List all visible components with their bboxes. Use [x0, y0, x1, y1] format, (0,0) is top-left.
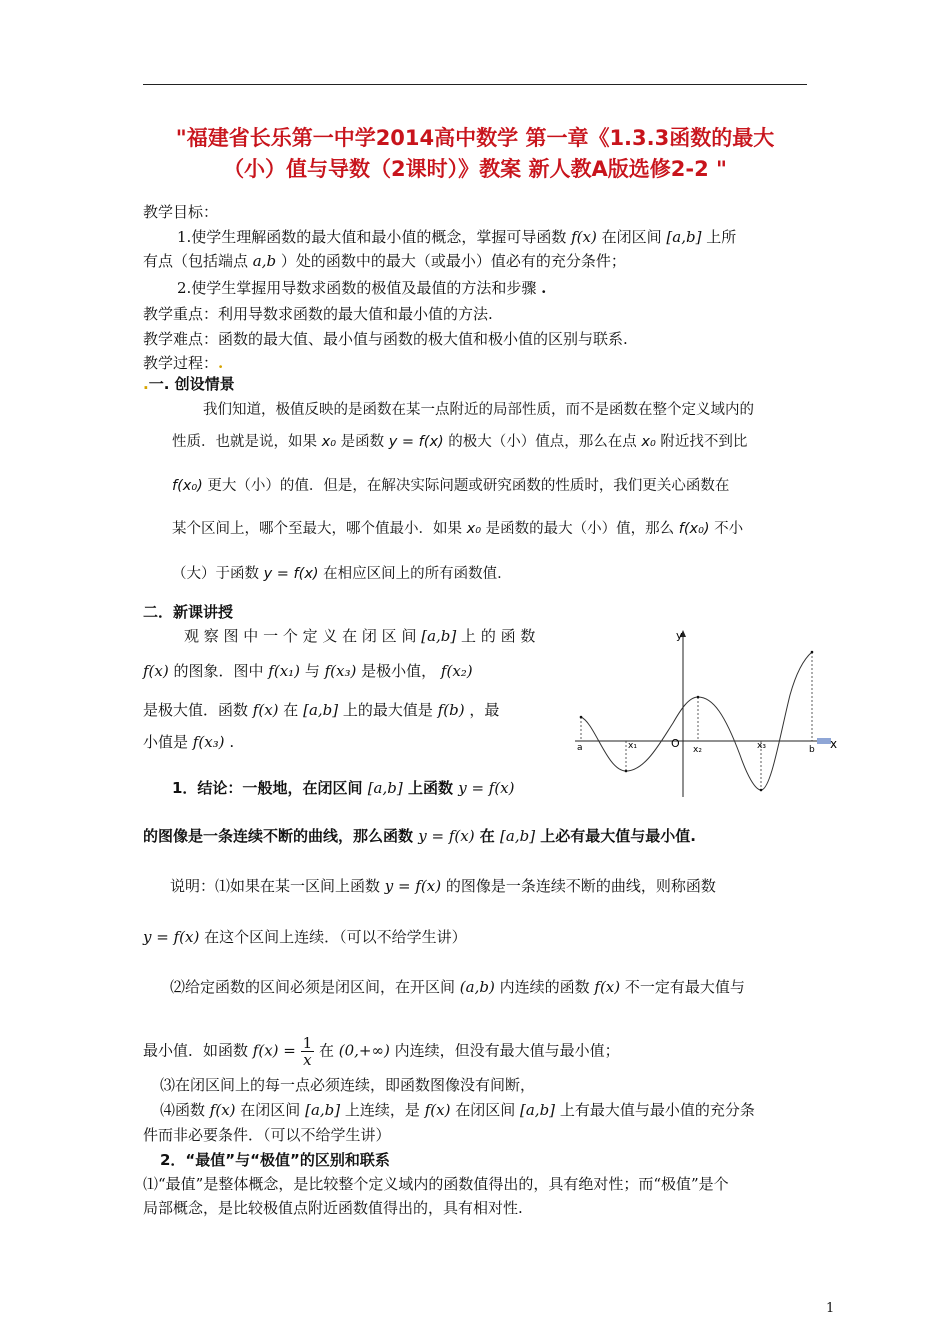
text: 上的最大值是 — [342, 701, 433, 719]
text: 上 的 函 数 — [461, 627, 536, 645]
math: y = f(x) — [458, 779, 515, 797]
math: f(x₂) — [440, 662, 473, 680]
conclusion-line2 — [143, 825, 696, 846]
objective-2: 2.使学生掌握用导数求函数的极值及最值的方法和步骤 . — [177, 279, 547, 297]
text: 2.使学生掌握用导数求函数的极值及最值的方法和步骤 — [177, 279, 537, 297]
teaching-difficulty: 教学难点：函数的最大值、最小值与函数的极大值和极小值的区别与联系. — [143, 330, 628, 348]
text: 上连续，是 — [344, 1101, 420, 1119]
denominator: x — [303, 1051, 312, 1069]
section2-p3 — [143, 699, 499, 720]
math: f(x) — [424, 1101, 451, 1119]
diff-heading: 2．“最值”与“极值”的区别和联系 — [160, 1151, 390, 1169]
section1-p3 — [172, 474, 729, 495]
text: 一. 创设情景 — [148, 375, 235, 393]
text: 在闭区间 — [240, 1101, 301, 1119]
objective-1-line1 — [177, 226, 736, 247]
conclusion-line1 — [172, 777, 515, 798]
text: 的极大（小）值点，那么在点 — [448, 434, 637, 450]
text: 不一定有最大值与 — [624, 978, 745, 996]
text: 有点（包括端点 — [143, 252, 249, 270]
math: f(b) — [437, 701, 465, 719]
math: y = f(x) — [143, 928, 200, 946]
text: 在闭区间 — [601, 228, 662, 246]
label-x3: x₃ — [757, 741, 766, 751]
math: f(x₃) — [324, 662, 357, 680]
math: f(x) = — [252, 1041, 296, 1060]
text: 性质．也就是说，如果 — [172, 434, 317, 450]
section1-heading: .一. 创设情景 — [143, 375, 235, 393]
text: 说明：⑴如果在某一区间上函数 — [170, 877, 381, 895]
math: [a,b] — [421, 627, 457, 645]
section1-p4 — [172, 517, 743, 538]
math: f(x) — [571, 228, 597, 246]
section2-p4 — [143, 731, 234, 752]
x-label: x — [830, 737, 838, 751]
text: （大）于函数 — [172, 566, 259, 582]
note-1-line1 — [170, 875, 716, 896]
math: [a,b] — [500, 827, 536, 845]
math: x₀ — [641, 434, 656, 450]
teaching-process: 教学过程：. — [143, 354, 224, 372]
text: ，最 — [469, 701, 500, 719]
numerator: 1 — [302, 1034, 313, 1052]
text: 与 — [304, 662, 320, 680]
math: f(x) — [209, 1101, 236, 1119]
header-rule — [143, 84, 807, 85]
text: 是极小值， — [361, 662, 437, 680]
text: 在 — [318, 1041, 334, 1060]
doc-title-line1: "福建省长乐第一中学2014高中数学 第一章《1.3.3函数的最大 — [175, 126, 775, 150]
page-number: 1 — [826, 1301, 835, 1316]
text: 上必有最大值与最小值. — [540, 827, 696, 845]
function-graph — [565, 625, 845, 800]
note-2-line1 — [170, 976, 745, 997]
math: y = f(x) — [388, 434, 444, 450]
text: 最小值．如函数 — [143, 1041, 249, 1060]
note-4-line2: 件而非必要条件．（可以不给学生讲） — [143, 1126, 391, 1144]
x-axis-arrow — [817, 738, 831, 744]
note-1-line2 — [143, 926, 467, 947]
text: 的图像是一条连续不断的曲线，那么函数 — [143, 827, 414, 845]
text: 1．结论：一般地，在闭区间 — [172, 779, 363, 797]
point-x3 — [760, 789, 763, 792]
text: 教学过程： — [143, 354, 219, 372]
text: 更大（小）的值．但是，在解决实际问题或研究函数的性质时，我们更关心函数在 — [207, 478, 730, 494]
math: f(x₀) — [678, 521, 710, 537]
text: 在相应区间上的所有函数值. — [323, 566, 502, 582]
math: (0,+∞) — [338, 1041, 390, 1060]
teaching-key: 教学重点：利用导数求函数的最大值和最小值的方法. — [143, 305, 493, 323]
math: x₀ — [321, 434, 337, 450]
text: 某个区间上，哪个至最大，哪个值最小．如果 — [172, 521, 462, 537]
point-a — [580, 716, 583, 719]
text: . — [229, 733, 235, 751]
label-a: a — [577, 743, 583, 753]
math: f(x₃) — [192, 733, 225, 751]
math: f(x) — [143, 662, 169, 680]
section2-heading: 二．新课讲授 — [143, 603, 234, 621]
text: 小值是 — [143, 733, 189, 751]
function-curve — [581, 652, 812, 790]
doc-title-line2: （小）值与导数（2课时）》教案 新人教A版选修2-2 " — [223, 157, 727, 181]
diff-p2: 局部概念，是比较极值点附近函数值得出的，具有相对性. — [143, 1199, 523, 1217]
note-4-line1 — [160, 1099, 755, 1120]
math: [a,b] — [520, 1101, 556, 1119]
math: x₀ — [466, 521, 482, 537]
math: y = f(x) — [263, 566, 319, 582]
text: 的图像是一条连续不断的曲线，则称函数 — [445, 877, 716, 895]
text: 内连续，但没有最大值与最小值； — [394, 1041, 620, 1060]
text: 是极大值．函数 — [143, 701, 249, 719]
point-x2 — [697, 696, 700, 699]
section1-p1: 我们知道，极值反映的是函数在某一点附近的局部性质，而不是函数在整个定义域内的 — [203, 402, 754, 418]
math: (a,b) — [459, 978, 495, 996]
section2-p2 — [143, 660, 473, 681]
math: [a,b] — [666, 228, 702, 246]
math: f(x) — [252, 701, 279, 719]
text: 在这个区间上连续．（可以不给学生讲） — [204, 928, 467, 946]
math: y = f(x) — [384, 877, 442, 895]
text: 是函数的最大（小）值，那么 — [485, 521, 675, 537]
section2-p1 — [184, 625, 535, 646]
math: [a,b] — [303, 701, 339, 719]
math: y = f(x) — [418, 827, 475, 845]
objective-1-line2 — [143, 250, 626, 271]
text: 在 — [283, 701, 299, 719]
section1-p5 — [172, 562, 502, 583]
text: 在闭区间 — [455, 1101, 516, 1119]
diff-p1: ⑴“最值”是整体概念，是比较整个定义域内的函数值得出的，具有绝对性；而“极值”是个 — [143, 1175, 729, 1193]
origin-label: O — [671, 737, 680, 750]
fraction — [301, 1035, 315, 1068]
section1-p2 — [172, 430, 747, 451]
text: 不小 — [714, 521, 744, 537]
text: 上函数 — [407, 779, 453, 797]
text: 的图象．图中 — [173, 662, 264, 680]
text: ⑷函数 — [160, 1101, 206, 1119]
math: f(x₀) — [172, 478, 203, 494]
text: 附近找不到比 — [660, 434, 748, 450]
text: 在 — [479, 827, 495, 845]
math: a,b — [252, 252, 277, 270]
text: ）处的函数中的最大（或最小）值必有的充分条件； — [280, 252, 626, 270]
math: [a,b] — [367, 779, 403, 797]
text: 是函数 — [340, 434, 385, 450]
point-b — [811, 651, 814, 654]
text: 内连续的函数 — [499, 978, 590, 996]
text: 观 察 图 中 一 个 定 义 在 闭 区 间 — [184, 627, 417, 645]
text: 上有最大值与最小值的充分条 — [559, 1101, 755, 1119]
text: ⑵给定函数的区间必须是闭区间，在开区间 — [170, 978, 456, 996]
y-label: y — [676, 629, 683, 642]
point-x1 — [625, 770, 628, 773]
text: 上所 — [706, 228, 737, 246]
label-x2: x₂ — [693, 745, 702, 755]
note-2-line2 — [143, 1035, 620, 1068]
math: [a,b] — [305, 1101, 341, 1119]
note-3: ⑶在闭区间上的每一点必须连续，即函数图像没有间断， — [160, 1076, 536, 1094]
objectives-heading: 教学目标： — [143, 203, 219, 221]
math: f(x₁) — [268, 662, 301, 680]
label-b: b — [809, 745, 815, 755]
label-x1: x₁ — [628, 741, 637, 751]
text: 1.使学生理解函数的最大值和最小值的概念，掌握可导函数 — [177, 228, 567, 246]
math: f(x) — [594, 978, 621, 996]
